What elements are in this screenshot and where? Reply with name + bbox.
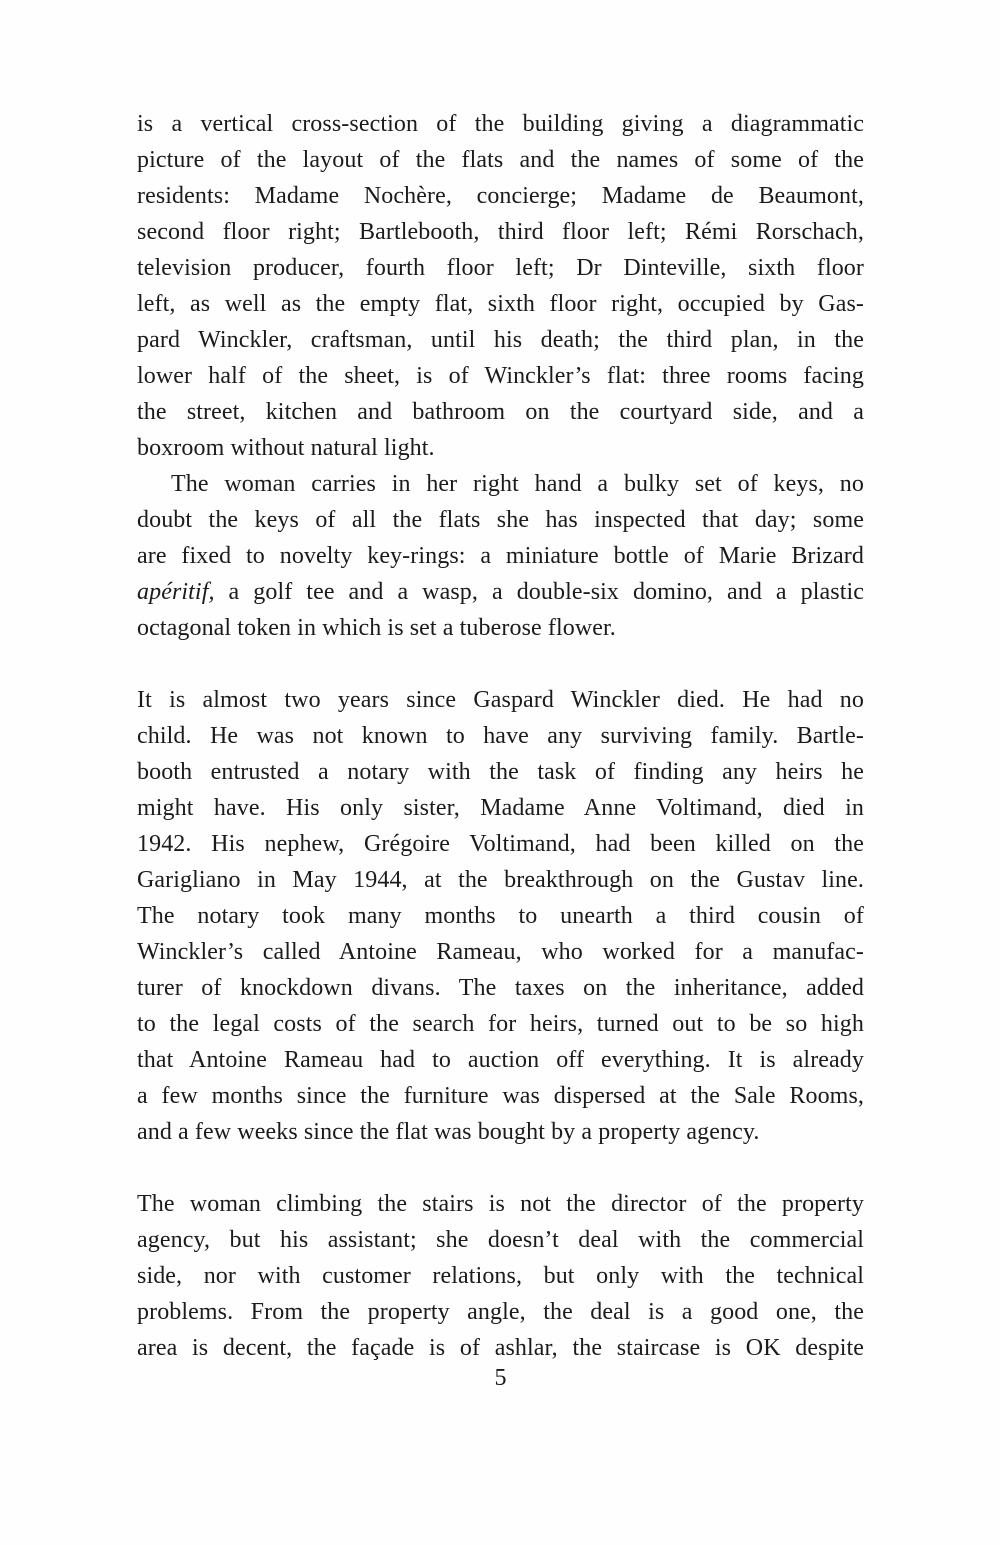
text-line: and a few weeks since the flat was bought by a property agency.: [137, 1119, 760, 1145]
text-line: turer of knockdown divans. The taxes on the inheritance, added: [137, 975, 864, 1001]
text-line: lower half of the sheet, is of Winckler’s flat: three rooms facing: [137, 363, 864, 389]
text-line: pard Winckler, craftsman, until his death; the third plan, in the: [137, 327, 864, 353]
text-line: second floor right; Bartlebooth, third floor left; Rémi Rorschach,: [137, 219, 864, 245]
text-line: The woman climbing the stairs is not the director of the property: [137, 1191, 864, 1217]
page-number: 5: [494, 1365, 507, 1391]
text-line: agency, but his assistant; she doesn’t deal with the commercial: [137, 1227, 864, 1253]
text-line: octagonal token in which is set a tuberose flower.: [137, 615, 616, 641]
text-line: doubt the keys of all the flats she has inspected that day; some: [137, 507, 864, 533]
text-line: side, nor with customer relations, but only with the technical: [137, 1263, 864, 1289]
text-line: are fixed to novelty key-rings: a miniature bottle of Marie Brizard: [137, 543, 864, 569]
text-line: Winckler’s called Antoine Rameau, who worked for a manufac-: [137, 939, 864, 965]
text-line: 1942. His nephew, Grégoire Voltimand, had been killed on the: [137, 831, 864, 857]
text-line: might have. His only sister, Madame Anne Voltimand, died in: [137, 795, 864, 821]
text-line: a few months since the furniture was dispersed at the Sale Rooms,: [137, 1083, 864, 1109]
page-text: [137, 106, 864, 1366]
text-line: problems. From the property angle, the deal is a good one, the: [137, 1299, 864, 1325]
text-line: Garigliano in May 1944, at the breakthrough on the Gustav line.: [137, 867, 864, 893]
text-line: picture of the layout of the flats and the names of some of the: [137, 147, 864, 173]
paragraph: [137, 682, 864, 1150]
text-line: to the legal costs of the search for heirs, turned out to be so high: [137, 1011, 864, 1037]
text-line: that Antoine Rameau had to auction off everything. It is already: [137, 1047, 864, 1073]
text-line: residents: Madame Nochère, concierge; Madame de Beaumont,: [137, 183, 864, 209]
text-line: the street, kitchen and bathroom on the courtyard side, and a: [137, 399, 864, 425]
paragraph: [137, 1186, 864, 1366]
text-line: left, as well as the empty flat, sixth floor right, occupied by Gas-: [137, 291, 864, 317]
text-line: is a vertical cross-section of the building giving a diagrammatic: [137, 111, 864, 137]
text-line: boxroom without natural light.: [137, 435, 435, 461]
italic-text: apéritif,: [137, 579, 215, 605]
paragraph: [137, 106, 864, 466]
paragraph: [137, 466, 864, 646]
text-line: child. He was not known to have any surviving family. Bartle-: [137, 723, 864, 749]
text-line: The woman carries in her right hand a bulky set of keys, no: [171, 471, 864, 497]
text-line: [137, 574, 864, 610]
text-line: television producer, fourth floor left; Dr Dinteville, sixth floor: [137, 255, 864, 281]
text-line: booth entrusted a notary with the task of finding any heirs he: [137, 759, 864, 785]
text-line: It is almost two years since Gaspard Winckler died. He had no: [137, 687, 864, 713]
text-segment: a golf tee and a wasp, a double-six domino, and a plastic: [214, 579, 864, 605]
text-line: area is decent, the façade is of ashlar, the staircase is OK despite: [137, 1335, 864, 1361]
text-line: The notary took many months to unearth a third cousin of: [137, 903, 864, 929]
